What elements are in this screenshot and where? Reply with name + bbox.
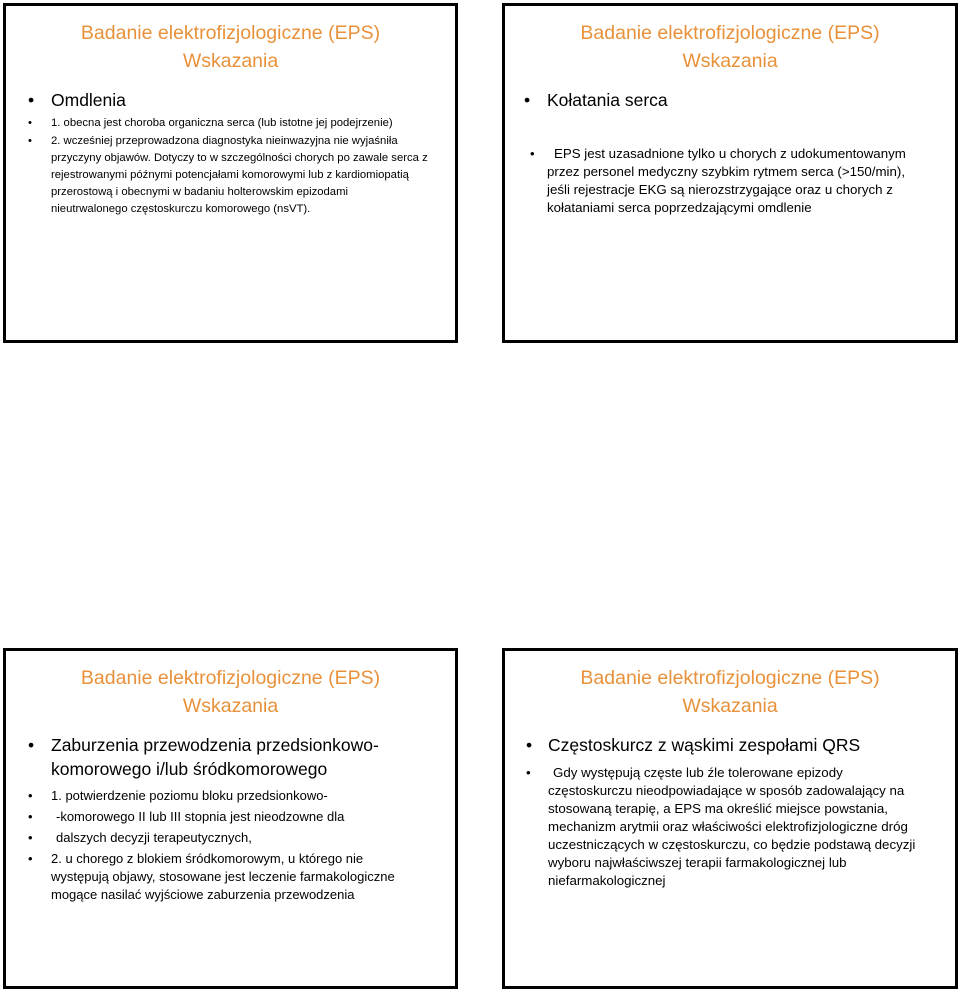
bullet-icon: • — [524, 90, 531, 110]
list-item: • -komorowego II lub III stopnia jest nieodzowne dla — [51, 808, 344, 827]
paragraph-line: jeśli rejestracje EKG są nierozstrzygające oraz u chorych z — [547, 182, 893, 197]
paragraph-line: komorowego i/lub śródkomorowego — [51, 759, 328, 779]
slide-3 — [3, 648, 458, 989]
list-item: • Kołatania serca — [524, 90, 668, 110]
bullet-icon: • — [526, 765, 531, 780]
list-item: • 2. u chorego z blokiem śródkomorowym, u którego nie — [51, 850, 363, 869]
slide-title — [6, 664, 455, 720]
bullet-icon: • — [28, 90, 35, 110]
paragraph-line: występują objawy, stosowane jest leczenie farmakologiczne — [51, 869, 395, 884]
slide-title-line-1: Badanie elektrofizjologiczne (EPS) — [580, 22, 880, 44]
slide-title-line-2: Wskazania — [682, 50, 778, 72]
slide-title-line-2: Wskazania — [182, 695, 279, 717]
list-item: • Gdy występują częste lub źle tolerowane epizody — [548, 764, 843, 782]
list-item: • EPS jest uzasadnione tylko u chorych z udokumentowanym — [547, 145, 906, 163]
bullet-icon: • — [28, 117, 32, 129]
slide-title — [505, 19, 955, 75]
paragraph-line: niefarmakologicznej — [548, 873, 666, 888]
list-item: • Zaburzenia przewodzenia przedsionkowo- — [28, 735, 379, 755]
bullet-icon: • — [28, 809, 33, 824]
slide-title — [505, 664, 955, 720]
paragraph-line: przerostową i obecnymi w badaniu holterowskim epizodami — [51, 186, 348, 198]
paragraph-line: częstoskurczu nieodpowiadające w sposób zadowalający na — [548, 783, 905, 798]
paragraph-line: przez personel medyczny szybkim rytmem serca (>150/min), — [547, 164, 906, 179]
list-item: • 1. obecna jest choroba organiczna serca (lub istotne jej podejrzenie) — [51, 115, 393, 132]
paragraph-line: kołataniami serca poprzedzającymi omdlenie — [547, 200, 812, 215]
bullet-icon: • — [28, 851, 33, 866]
list-item: • Częstoskurcz z wąskimi zespołami QRS — [526, 735, 861, 755]
paragraph-line: stosowaną terapię, a EPS ma określić miejsce powstania, — [548, 801, 888, 816]
slide-4 — [502, 648, 958, 989]
paragraph-line: uczestniczących w częstoskurczu, co będzie podstawą decyzji — [548, 837, 916, 852]
paragraph-line: wyboru najwłaściwszej terapii farmakologicznej lub — [548, 855, 847, 870]
slide-title-line-1: Badanie elektrofizjologiczne (EPS) — [80, 667, 381, 689]
bullet-icon: • — [530, 146, 535, 161]
paragraph-line: mogące nasilać wyjściowe zaburzenia przewodzenia — [51, 887, 355, 902]
slide-title-line-1: Badanie elektrofizjologiczne (EPS) — [80, 22, 381, 44]
slide-title-line-1: Badanie elektrofizjologiczne (EPS) — [580, 667, 880, 689]
list-item: • 2. wcześniej przeprowadzona diagnostyka nieinwazyjna nie wyjaśniła — [51, 133, 398, 150]
bullet-icon: • — [526, 735, 533, 755]
slide-title — [6, 19, 455, 75]
list-item: • dalszych decyzji terapeutycznych, — [51, 829, 252, 848]
bullet-icon: • — [28, 735, 35, 755]
slide-2 — [502, 3, 958, 343]
slide-1 — [3, 3, 458, 343]
paragraph-line: rejestrowanymi późnymi potencjałami komorowymi lub z kardiomiopatią — [51, 169, 409, 181]
bullet-icon: • — [28, 135, 32, 147]
slide-title-line-2: Wskazania — [182, 50, 279, 72]
bullet-icon: • — [28, 788, 33, 803]
paragraph-line: nieutrwalonego częstoskurczu komorowego (nsVT). — [51, 203, 311, 215]
paragraph-line: mechanizm arytmii oraz właściwości elektrofizjologiczne dróg — [548, 819, 908, 834]
slide-title-line-2: Wskazania — [682, 695, 778, 717]
list-item: • Omdlenia — [28, 90, 126, 110]
bullet-icon: • — [28, 830, 33, 845]
paragraph-line: przyczyny objawów. Dotyczy to w szczególności chorych po zawale serca z — [51, 152, 428, 164]
list-item: • 1. potwierdzenie poziomu bloku przedsionkowo- — [51, 787, 328, 806]
